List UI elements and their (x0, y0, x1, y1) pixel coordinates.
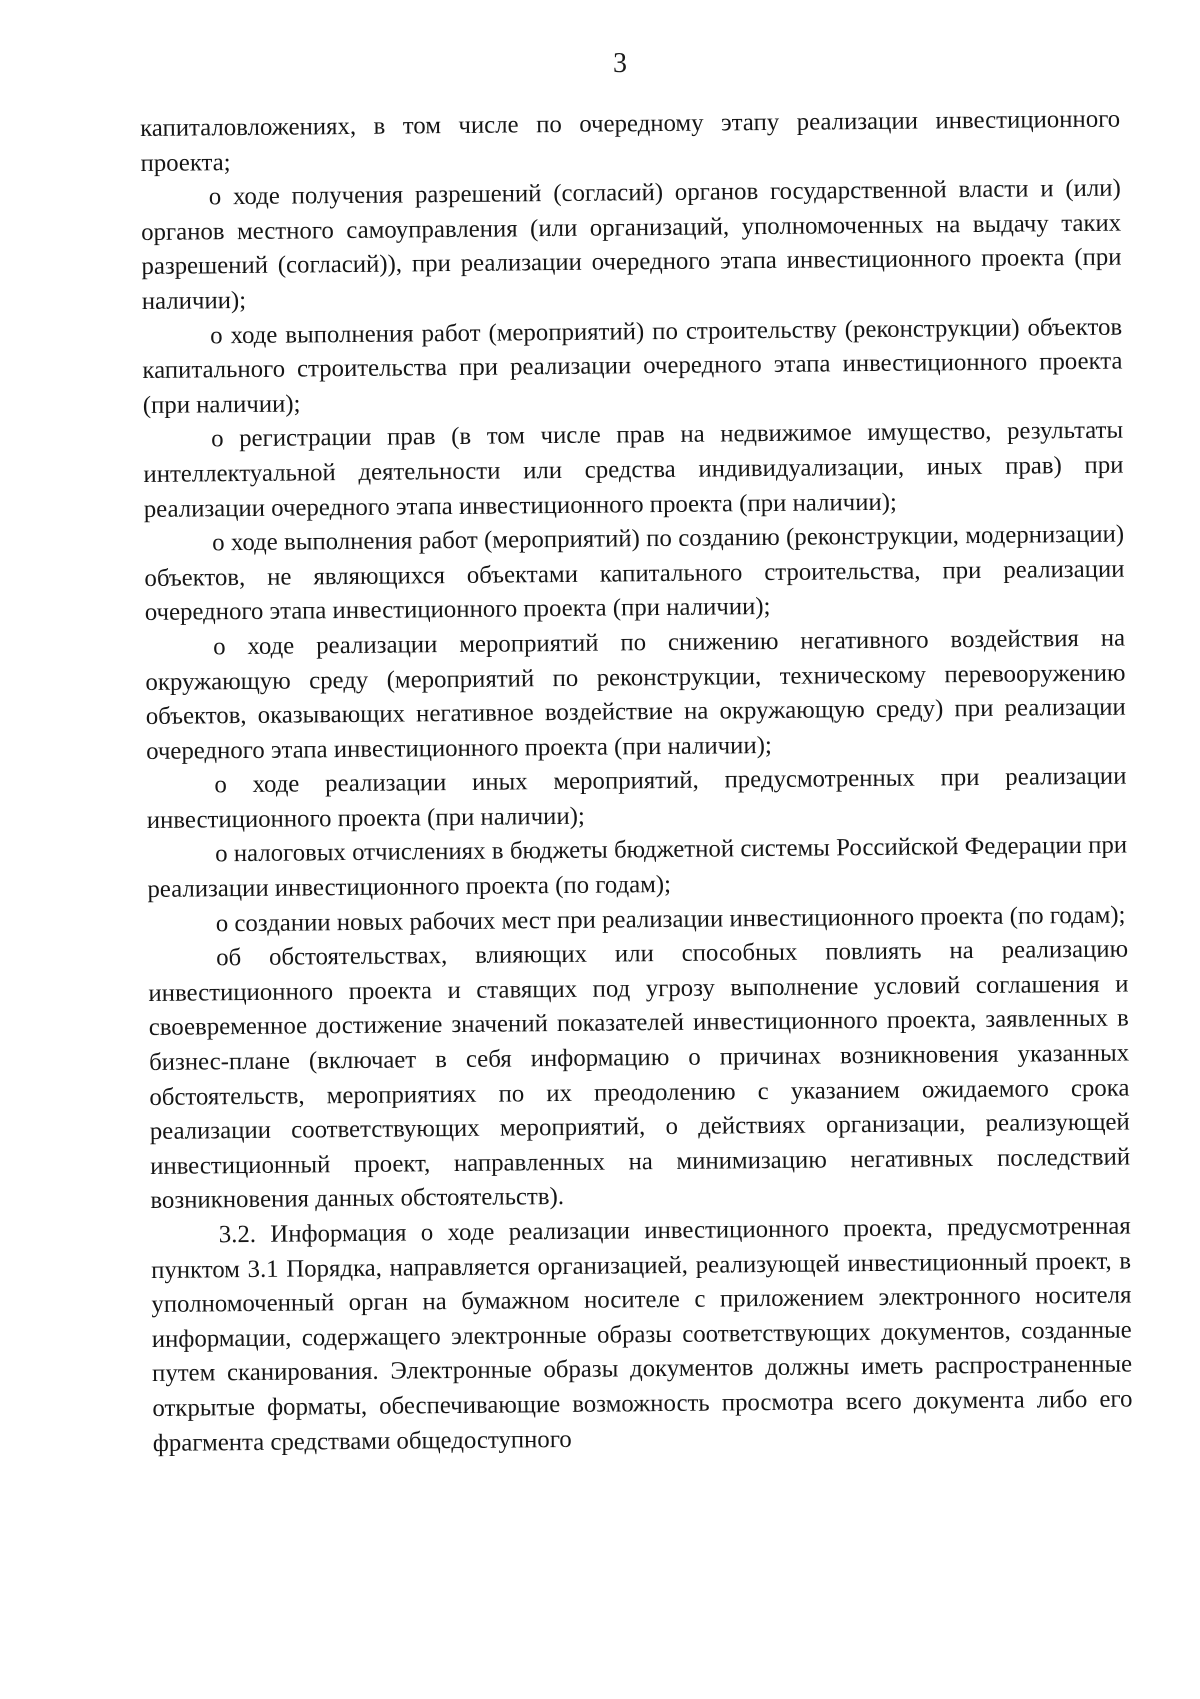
paragraph-3: о ходе выполнения работ (мероприятий) по строительству (реконструкции) объектов капитального строительства при реализации очередного этапа инвестиционного проекта (при наличии); (142, 313, 1123, 419)
paragraph-4: о регистрации прав (в том числе прав на недвижимое имущество, результаты интеллектуальной деятельности или средства индивидуализации, иных прав) при реализации очередного этапа инвестиционного проекта (при наличии); (143, 416, 1124, 523)
paragraph-10: об обстоятельствах, влияющих или способных повлиять на реализацию инвестиционного проекта и ставящих под угрозу выполнение условий соглашения и своевременное достижение значений показателей инвестиционного проекта, заявленных в бизнес-плане (включает в себя информацию о причинах возникновения указанных обстоятельств, мероприятиях по их преодолению с указанием ожидаемого срока реализации соответствующих мероприятий, о действиях организации, реализующей инвестиционный проект, направленных на минимизацию негативных последствий возникновения данных обстоятельств). (148, 935, 1131, 1215)
page-number: 3 (613, 48, 627, 79)
paragraph-6: о ходе реализации мероприятий по снижению негативного воздействия на окружающую среду (мероприятий по реконструкции, техническому перевооружению объектов, оказывающих негативное воздействие на окружающую среду) при реализации очередного этапа инвестиционного проекта (при наличии); (145, 624, 1126, 765)
paragraph-8: о налоговых отчислениях в бюджеты бюджетной системы Российской Федерации при реализации инвестиционного проекта (по годам); (147, 832, 1128, 904)
paragraph-7: о ходе реализации иных мероприятий, предусмотренных при реализации инвестиционного проекта (при наличии); (146, 762, 1127, 834)
paragraph-11: 3.2. Информация о ходе реализации инвестиционного проекта, предусмотренная пунктом 3.1 Порядка, направляется организацией, реализующей инвестиционный проект, в уполномоченный орган на бумажном носителе с приложением электронного носителя информации, содержащего электронные образы соответствующих документов, созданные путем сканирования. Электронные образы документов должны иметь распространенные открытые форматы, обеспечивающие возможность просмотра всего документа либо его фрагмента средствами общедоступного (150, 1212, 1133, 1457)
paragraph-9: о создании новых рабочих мест при реализации инвестиционного проекта (по годам); (215, 901, 1126, 937)
paragraph-5: о ходе выполнения работ (мероприятий) по созданию (реконструкции, модернизации) объектов, не являющихся объектами капитального строительства, при реализации очередного этапа инвестиционного проекта (при наличии); (144, 520, 1125, 627)
paragraph-1: капиталовложениях, в том числе по очередному этапу реализации инвестиционного проекта; (140, 105, 1121, 177)
paragraph-2: о ходе получения разрешений (согласий) органов государственной власти и (или) органов местного самоуправления (или организаций, уполномоченных на выдачу таких разрешений (согласий)), при реализации очередного этапа инвестиционного проекта (при наличии); (141, 174, 1122, 315)
body-text (140, 103, 1133, 1462)
